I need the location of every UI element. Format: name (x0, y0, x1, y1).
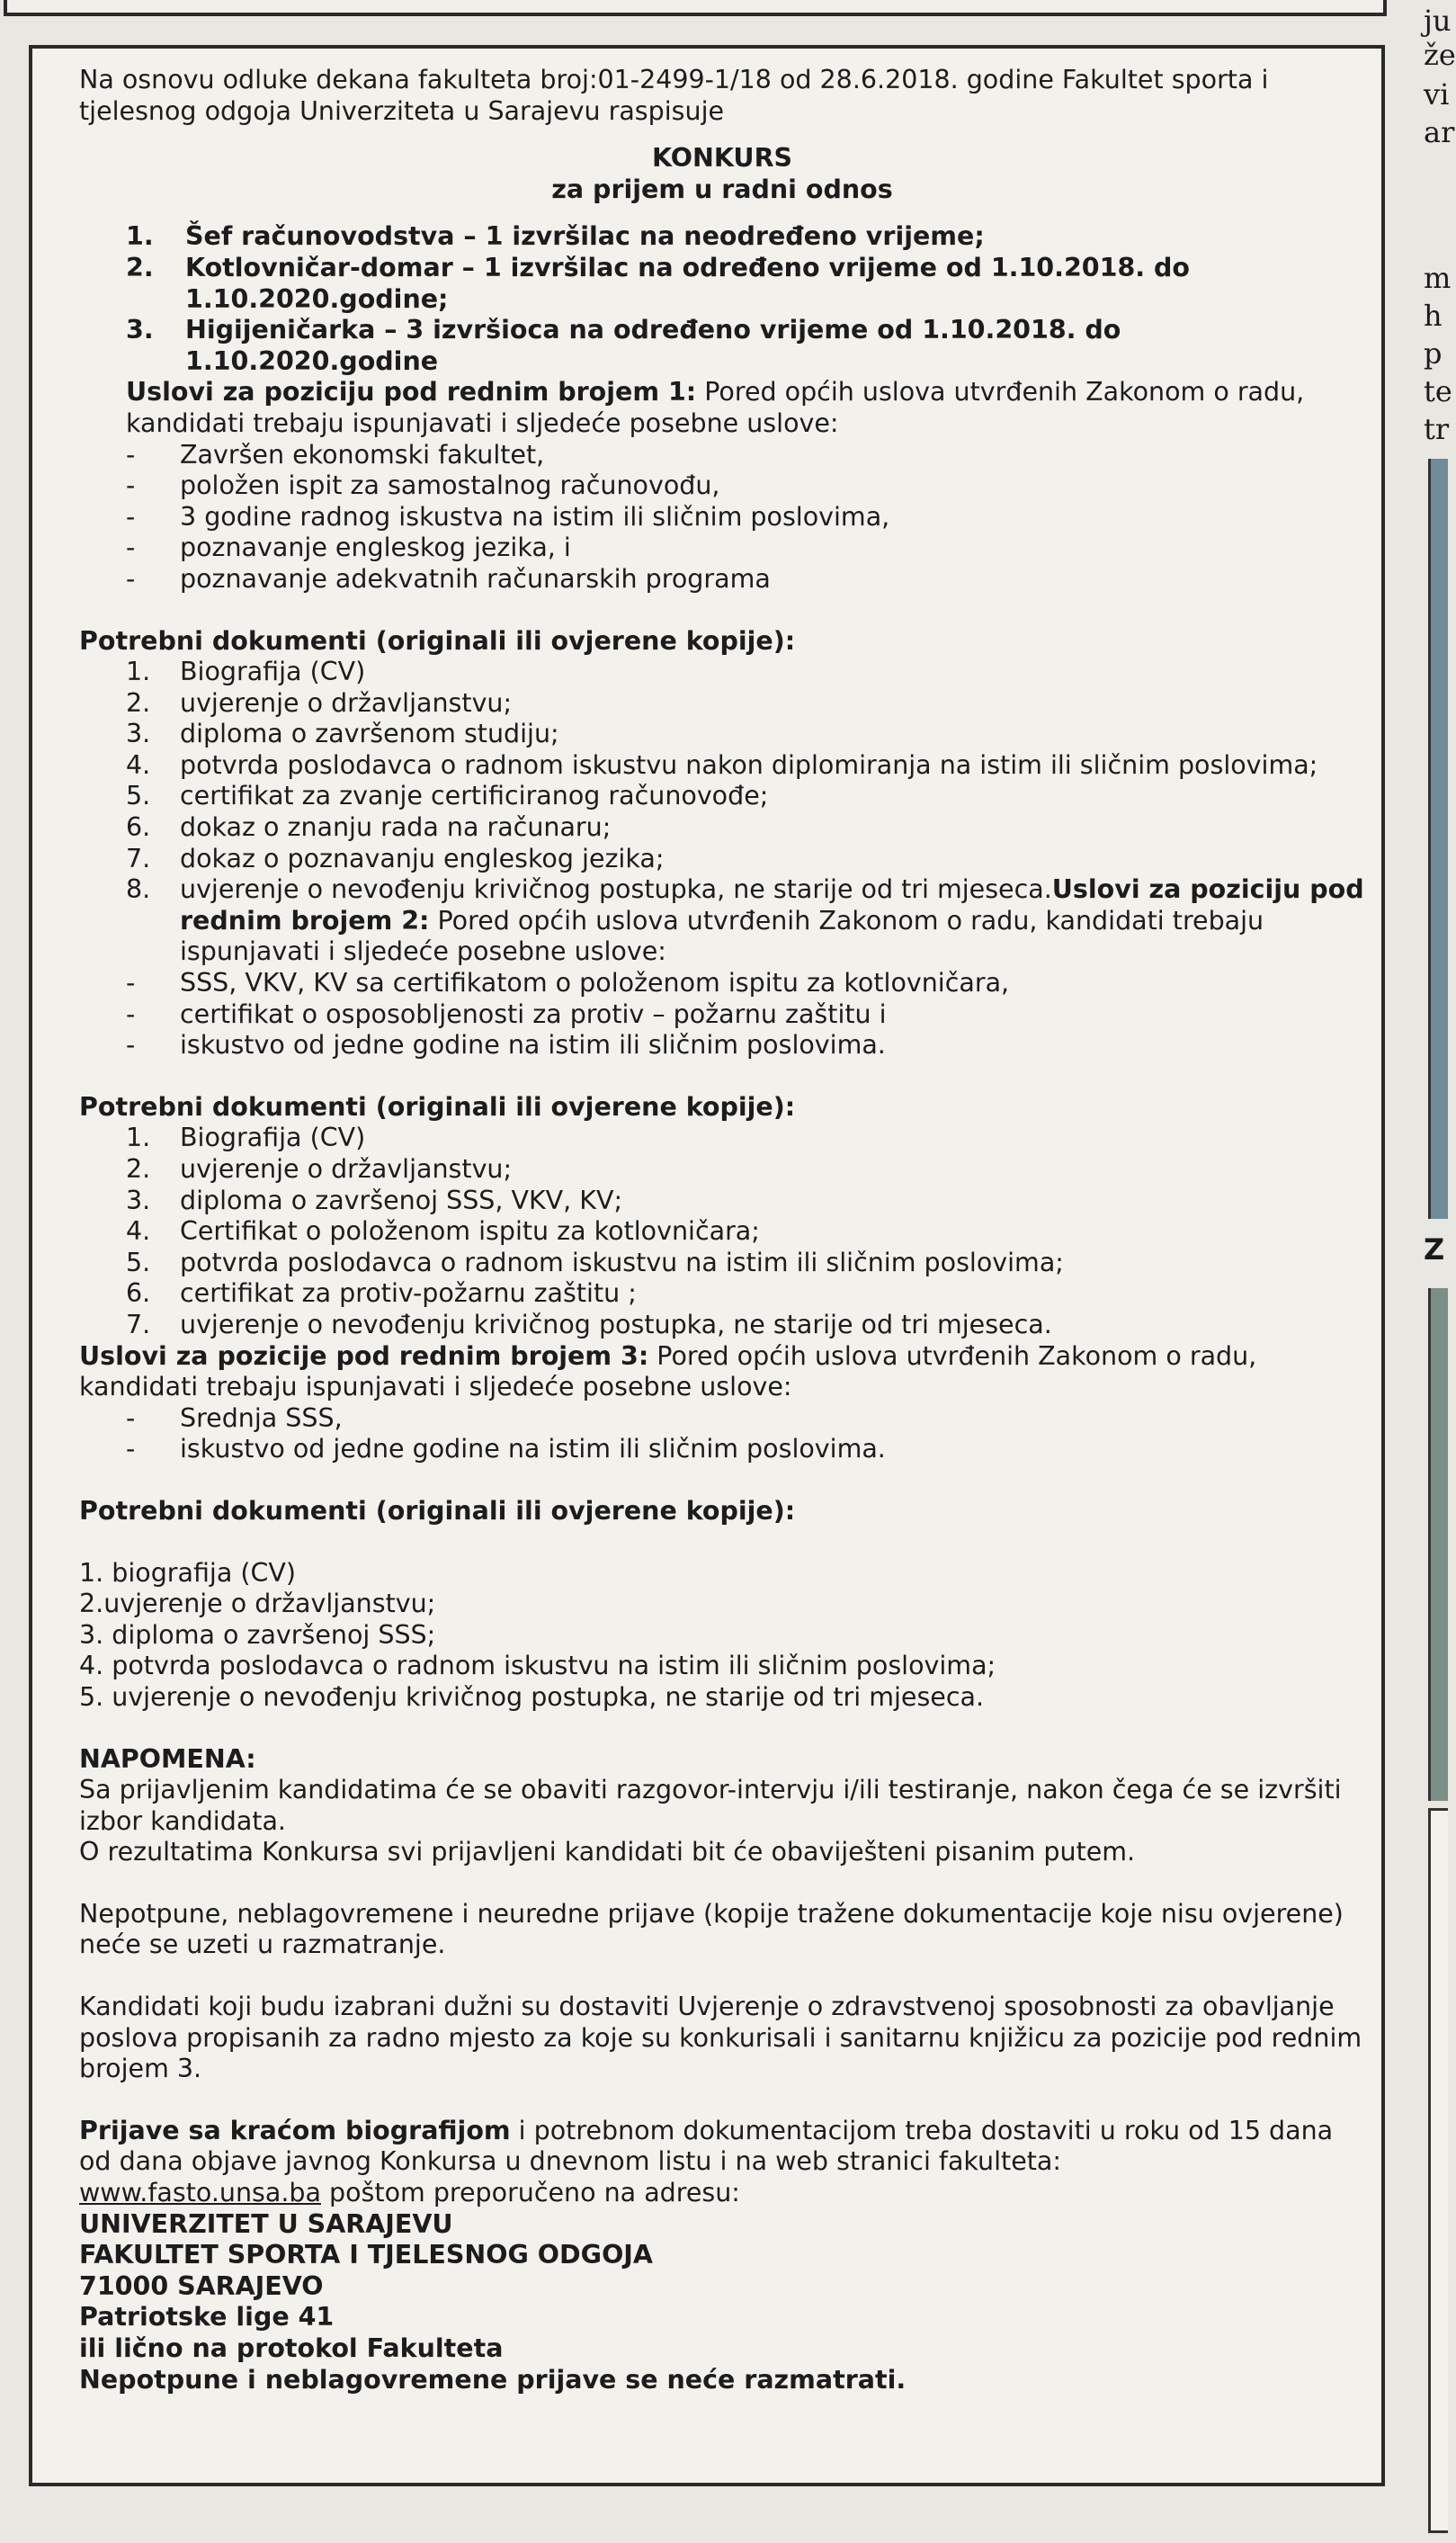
side-text-fragment: h (1424, 299, 1443, 333)
list-item: 1. Biografija (CV) (126, 1123, 366, 1153)
documents-heading-2: Potrebni dokumenti (originali ili ovjerene kopije): (79, 1091, 796, 1122)
note-paragraph: Nepotpune, neblagovremene i neuredne prijave (kopije tražene dokumentacije koje nisu ovjerene) neće se uzeti u razmatranje. (79, 1898, 1344, 1960)
note-heading: NAPOMENA: (79, 1743, 256, 1774)
list-item: 4. potvrda poslodavca o radnom iskustvu na istim ili sličnim poslovima; (79, 1651, 996, 1681)
note-paragraph: O rezultatima Konkursa svi prijavljeni kandidati bit će obaviješteni pisanim putem. (79, 1837, 1136, 1867)
list-item: 2. uvjerenje o državljanstvu; (126, 1154, 513, 1184)
address-line: ili lično na protokol Fakulteta (79, 2333, 504, 2363)
list-item: - poznavanje adekvatnih računarskih programa (126, 563, 771, 594)
side-text-fragment: m (1424, 261, 1452, 295)
list-item: 2.uvjerenje o državljanstvu; (79, 1589, 436, 1619)
adjacent-photo (1428, 1288, 1448, 1801)
adjacent-box (1428, 1808, 1448, 2533)
side-text-fragment: Z (1424, 1232, 1445, 1267)
list-item: 6. certifikat za protiv-požarnu zaštitu ; (126, 1278, 637, 1309)
website-link[interactable]: www.fasto.unsa.ba (79, 2178, 321, 2208)
address-line: UNIVERZITET U SARAJEVU (79, 2208, 453, 2239)
position-item: 3. Higijeničarka – 3 izvršioca na određeno vrijeme od 1.10.2018. do 1.10.2020.godine (126, 315, 1121, 376)
position-item: 1. Šef računovodstva – 1 izvršilac na neodređeno vrijeme; (126, 221, 985, 252)
announcement-content (79, 65, 1365, 2395)
adjacent-photo (1428, 459, 1448, 1219)
list-item: 4. Certifikat o položenom ispitu za kotlovničara; (126, 1216, 760, 1247)
list-item: 6. dokaz o znanju rada na računaru; (126, 812, 612, 843)
side-text-fragment: ar (1424, 115, 1455, 149)
side-text-fragment: te (1424, 374, 1452, 408)
list-item: 1. biografija (CV) (79, 1557, 296, 1588)
list-item: 4. potvrda poslodavca o radnom iskustvu nakon diplomiranja na istim ili sličnim poslovima; (126, 749, 1318, 780)
application-link-line: www.fasto.unsa.ba poštom preporučeno na adresu: (79, 2178, 740, 2208)
address-line: Nepotpune i neblagovremene prijave se neće razmatrati. (79, 2364, 907, 2395)
list-item: 7. uvjerenje o nevođenju krivičnog postupka, ne starije od tri mjeseca. (126, 1309, 1052, 1339)
list-item: 5. uvjerenje o nevođenju krivičnog postupka, ne starije od tri mjeseca. (79, 1681, 985, 1712)
note-paragraph: Sa prijavljenim kandidatima će se obaviti razgovor-intervju i/ili testiranje, nakon čega će se izvršiti izbor kandidata. (79, 1775, 1342, 1836)
job-announcement (29, 45, 1385, 2486)
list-item: - iskustvo od jedne godine na istim ili sličnim poslovima. (126, 1434, 886, 1464)
list-item: 5. potvrda poslodavca o radnom iskustvu na istim ili sličnim poslovima; (126, 1247, 1064, 1277)
list-item: - 3 godine radnog iskustva na istim ili sličnim poslovima, (126, 501, 890, 532)
documents-heading-1: Potrebni dokumenti (originali ili ovjerene kopije): (79, 625, 796, 656)
address-line: FAKULTET SPORTA I TJELESNOG ODGOJA (79, 2240, 653, 2270)
documents-heading-3: Potrebni dokumenti (originali ili ovjerene kopije): (79, 1495, 796, 1526)
conditions-1: Uslovi za poziciju pod rednim brojem 1: Pored općih uslova utvrđenih Zakonom o radu, kandidati trebaju ispunjavati i sljedeće posebne uslove: (126, 377, 1305, 438)
side-text-fragment: p (1424, 336, 1443, 371)
side-text-fragment: že (1424, 38, 1456, 72)
side-text-fragment: tr (1424, 412, 1450, 446)
application-instructions: Prijave sa kraćom biografijom i potrebnom dokumentacijom treba dostaviti u roku od 15 dana od dana objave javnog Konkursa u dnevnom listu i na web stranici fakulteta: (79, 2115, 1334, 2177)
intro-text: Na osnovu odluke dekana fakulteta broj:01-2499-1/18 od 28.6.2018. godine Fakultet sporta i tjelesnog odgoja Univerziteta u Sarajevu raspisuje (79, 65, 1269, 126)
note-paragraph: Kandidati koji budu izabrani dužni su dostaviti Uvjerenje o zdravstvenoj sposobnosti za obavljanje poslova propisanih za radno mjesto za koje su konkurisali i sanitarnu knjižicu za pozicije pod rednim brojem 3. (79, 1992, 1362, 2084)
list-item: 2. uvjerenje o državljanstvu; (126, 687, 513, 718)
list-item: 5. certifikat za zvanje certificiranog računovođe; (126, 781, 769, 811)
previous-article-border (4, 0, 1387, 16)
address-line: 71000 SARAJEVO (79, 2270, 324, 2301)
list-item: - Srednja SSS, (126, 1402, 343, 1433)
announcement-subtitle: za prijem u radni odnos (551, 174, 893, 204)
conditions-3: Uslovi za pozicije pod rednim brojem 3: Pored općih uslova utvrđenih Zakonom o radu, kandidati trebaju ispunjavati i sljedeće posebne uslove: (79, 1340, 1257, 1402)
list-item: 7. dokaz o poznavanju engleskog jezika; (126, 843, 665, 873)
list-item: - certifikat o osposobljenosti za protiv – požarnu zaštitu i (126, 998, 887, 1029)
list-item: - SSS, VKV, KV sa certifikatom o položenom ispitu za kotlovničara, (126, 968, 1010, 998)
list-item: 3. diploma o završenoj SSS; (79, 1619, 436, 1650)
list-item: - iskustvo od jedne godine na istim ili sličnim poslovima. (126, 1030, 886, 1061)
list-item: 8. uvjerenje o nevođenju krivičnog postupka, ne starije od tri mjeseca.Uslovi za poziciju pod rednim brojem 2: Pored općih uslova utvrđenih Zakonom o radu, kandidati trebaju ispunjavati i sljedeće posebne uslove: (126, 874, 1364, 967)
side-text-fragment: vi (1424, 77, 1450, 112)
position-item: 2. Kotlovničar-domar – 1 izvršilac na određeno vrijeme od 1.10.2018. do 1.10.2020.godine; (126, 252, 1191, 314)
address-line: Patriotske lige 41 (79, 2302, 335, 2333)
side-text-fragment: ju (1424, 4, 1452, 38)
list-item: - položen ispit za samostalnog računovođu, (126, 470, 720, 501)
list-item: 3. diploma o završenoj SSS, VKV, KV; (126, 1185, 623, 1215)
list-item: 1. Biografija (CV) (126, 657, 366, 687)
announcement-title: KONKURS (651, 143, 793, 174)
list-item: 3. diploma o završenom studiju; (126, 719, 559, 749)
list-item: - Završen ekonomski fakultet, (126, 439, 545, 470)
list-item: - poznavanje engleskog jezika, i (126, 533, 571, 563)
